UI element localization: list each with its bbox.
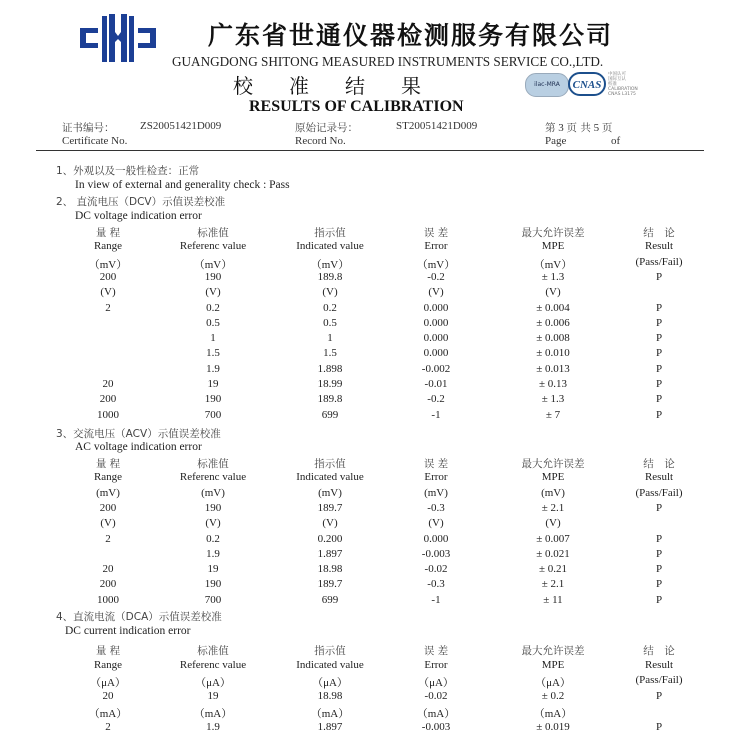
cell-mpe: ± 11	[543, 593, 563, 606]
cell-indicated-value: 18.98	[317, 563, 343, 576]
cell-result: P	[655, 301, 663, 314]
cell-indicated-value: 1	[327, 332, 333, 345]
cell-range: （mV）	[88, 258, 128, 271]
section4-title-en: DC current indication error	[65, 625, 191, 637]
cell-result: P	[655, 347, 663, 360]
cell-result: P	[655, 563, 663, 576]
certificate-number: ZS20051421D009	[140, 120, 222, 132]
cell-mpe: （mA）	[533, 708, 573, 721]
cell-mpe: ± 0.021	[536, 547, 570, 560]
cell-range: 20	[102, 689, 114, 702]
column-header-en-range: Range	[93, 658, 123, 671]
cell-mpe: ± 0.007	[536, 532, 570, 545]
cell-reference-value: 190	[204, 501, 222, 514]
cnas-side-line: 校准	[608, 82, 617, 87]
cell-reference-value: （mA）	[193, 708, 233, 721]
cell-result: P	[655, 270, 663, 283]
title-char: 结	[345, 74, 365, 98]
cell-indicated-value: (mV)	[318, 486, 342, 499]
page-prefix: 第	[545, 122, 556, 134]
cell-mpe: ± 0.019	[536, 721, 570, 733]
cell-mpe: (mV)	[541, 486, 565, 499]
cell-indicated-value: （mV）	[310, 258, 350, 271]
company-logo-icon	[78, 10, 158, 66]
cell-reference-value: 0.2	[206, 301, 220, 314]
document-title-cn	[233, 70, 457, 99]
company-name-cn: 广东省世通仪器检测服务有限公司	[208, 21, 614, 50]
cell-indicated-value: 0.2	[323, 301, 337, 314]
cell-mpe: (V)	[545, 517, 561, 530]
cell-range: （mA）	[88, 708, 128, 721]
cell-indicated-value: 1.5	[323, 347, 337, 360]
column-header-en-reference-value: Referenc value	[179, 658, 247, 671]
cnas-side-line: 国际互认	[608, 77, 626, 82]
column-header-en-range: Range	[93, 240, 123, 253]
cell-indicated-value: (V)	[322, 517, 338, 530]
cell-range: 200	[99, 501, 117, 514]
cell-reference-value: 1.9	[206, 721, 220, 733]
column-header-en-result: Result	[644, 658, 674, 671]
record-label-cn: 原始记录号：	[295, 122, 358, 134]
cell-mpe: ± 1.3	[541, 270, 565, 283]
page-current: 3	[558, 122, 564, 134]
column-header-cn-indicated-value: 指示值	[314, 458, 346, 470]
cell-mpe: ± 0.21	[538, 563, 568, 576]
cert-label-en: Certificate No.	[62, 135, 128, 147]
section1-title-cn: 1、外观以及一般性检查：正常	[56, 165, 200, 177]
cell-mpe: ± 1.3	[541, 393, 565, 406]
page-label-en: Page	[545, 135, 567, 147]
cell-indicated-value: 18.99	[317, 378, 343, 390]
cnas-side-line: CNAS L3175	[608, 92, 636, 97]
cnas-badge: CNAS	[568, 72, 606, 96]
column-header-cn-reference-value: 标准值	[197, 458, 229, 470]
cell-indicated-value: 0.5	[323, 316, 337, 329]
cell-mpe: ± 0.2	[541, 689, 565, 702]
cell-indicated-value: （mA）	[310, 708, 350, 721]
cell-indicated-value: (V)	[322, 286, 338, 299]
cnas-side-text	[608, 72, 638, 97]
ilac-mra-badge: ilac-MRA	[525, 73, 569, 97]
cell-error: -1	[431, 408, 441, 421]
cell-indicated-value: 699	[321, 408, 339, 421]
page-total: 5	[593, 122, 600, 134]
cell-error: （mV）	[416, 258, 456, 271]
cell-mpe: ± 0.013	[536, 362, 570, 375]
cell-indicated-value: 1.898	[317, 362, 343, 375]
cell-range: 1000	[97, 408, 119, 421]
column-header-en-reference-value: Referenc value	[179, 471, 247, 484]
cell-reference-value: 190	[204, 578, 222, 591]
cell-mpe: ± 0.13	[538, 378, 568, 390]
cell-error: 0.000	[423, 347, 449, 360]
cell-range: 200	[99, 393, 117, 406]
column-header-en-range: Range	[93, 471, 123, 484]
cell-mpe: ± 7	[545, 408, 561, 421]
cell-result: P	[655, 408, 663, 421]
cell-indicated-value: 189.8	[317, 270, 343, 283]
cell-result: P	[655, 393, 663, 406]
cell-mpe: ± 0.010	[536, 347, 570, 360]
cell-reference-value: 1.9	[206, 547, 220, 560]
cell-error: (V)	[428, 286, 444, 299]
cell-mpe: ± 2.1	[541, 501, 565, 514]
cell-range: 200	[99, 578, 117, 591]
section2-title-cn: 2、 直流电压（DCV）示值误差校准	[56, 196, 226, 208]
section1-title-en: In view of external and generality check : Pass	[75, 179, 290, 191]
column-header-cn-mpe: 最大允许误差	[521, 645, 585, 657]
cell-mpe: ± 0.008	[536, 332, 570, 345]
column-header-cn-reference-value: 标准值	[197, 645, 229, 657]
page-suffix: 页	[601, 122, 613, 134]
cell-reference-value: 1.9	[206, 362, 220, 375]
title-char: 准	[289, 74, 309, 98]
cnas-side-line: 中国认可	[608, 72, 626, 77]
cell-result: P	[655, 332, 663, 345]
cell-range: 20	[102, 378, 114, 390]
cell-reference-value: (V)	[205, 517, 221, 530]
cell-error: -0.3	[427, 578, 445, 591]
cell-reference-value: （μA）	[195, 677, 231, 690]
cell-error: (V)	[428, 517, 444, 530]
column-header-cn-result: 结 论	[643, 458, 675, 470]
cell-error: -0.002	[421, 362, 451, 375]
cell-indicated-value: 189.7	[317, 578, 343, 591]
cell-error: (mV)	[424, 486, 448, 499]
cell-reference-value: 0.5	[206, 316, 220, 329]
column-header-en-error: Error	[424, 658, 448, 671]
cell-result: P	[655, 689, 663, 702]
cell-reference-value: 190	[204, 270, 222, 283]
column-header-cn-error: 误 差	[423, 645, 449, 657]
cell-range: 2	[105, 301, 111, 314]
cell-error: -0.2	[427, 393, 445, 406]
title-char: 校	[233, 74, 253, 98]
cell-result: (Pass/Fail)	[635, 674, 683, 687]
cell-indicated-value: 0.200	[317, 532, 343, 545]
cell-reference-value: (V)	[205, 286, 221, 299]
cell-error: 0.000	[423, 301, 449, 314]
cell-mpe: ± 2.1	[541, 578, 565, 591]
cell-range: 1000	[97, 593, 119, 606]
cell-result: P	[655, 532, 663, 545]
cell-range: 2	[105, 532, 111, 545]
section4-title-cn: 4、直流电流（DCA）示值误差校准	[56, 611, 222, 623]
column-header-en-mpe: MPE	[541, 658, 565, 671]
cell-range: 2	[105, 721, 111, 733]
column-header-en-indicated-value: Indicated value	[296, 471, 364, 484]
cell-result: P	[655, 316, 663, 329]
column-header-en-reference-value: Referenc value	[179, 240, 247, 253]
cell-indicated-value: （μA）	[312, 677, 348, 690]
document-title-en: RESULTS OF CALIBRATION	[249, 98, 464, 115]
cell-reference-value: (mV)	[201, 486, 225, 499]
column-header-cn-result: 结 论	[643, 227, 675, 239]
column-header-en-indicated-value: Indicated value	[296, 658, 364, 671]
column-header-cn-reference-value: 标准值	[197, 227, 229, 239]
column-header-cn-range: 量 程	[95, 227, 121, 239]
column-header-cn-range: 量 程	[95, 645, 121, 657]
cell-reference-value: （mV）	[193, 258, 233, 271]
cell-error: 0.000	[423, 316, 449, 329]
cell-result: P	[655, 578, 663, 591]
column-header-en-result: Result	[644, 240, 674, 253]
cell-mpe: ± 0.006	[536, 316, 570, 329]
cell-mpe: （μA）	[535, 677, 571, 690]
column-header-cn-error: 误 差	[423, 458, 449, 470]
column-header-cn-result: 结 论	[643, 645, 675, 657]
section2-title-en: DC voltage indication error	[75, 210, 202, 222]
cell-error: -1	[431, 593, 441, 606]
page-mid: 页 共	[566, 122, 591, 134]
cert-label-cn: 证书编号：	[62, 122, 115, 134]
cell-reference-value: 19	[207, 563, 219, 576]
cell-result: P	[655, 721, 663, 733]
cell-error: -0.02	[424, 689, 448, 702]
cell-indicated-value: 18.98	[317, 689, 343, 702]
cell-reference-value: 19	[207, 689, 219, 702]
cell-indicated-value: 1.897	[317, 547, 343, 560]
column-header-cn-mpe: 最大允许误差	[521, 227, 585, 239]
section3-title-en: AC voltage indication error	[75, 441, 202, 453]
cell-error: 0.000	[423, 532, 449, 545]
cell-reference-value: 0.2	[206, 532, 220, 545]
cell-range: (mV)	[96, 486, 120, 499]
cell-result: (Pass/Fail)	[635, 255, 683, 268]
cell-range: (V)	[100, 286, 116, 299]
cnas-side-line: CALIBRATION	[608, 87, 638, 92]
section3-title-cn: 3、交流电压（ACV）示值误差校准	[56, 428, 221, 440]
column-header-en-indicated-value: Indicated value	[296, 240, 364, 253]
column-header-cn-range: 量 程	[95, 458, 121, 470]
cell-error: （μA）	[418, 677, 454, 690]
of-label-en: of	[611, 135, 621, 147]
cell-range: 200	[99, 270, 117, 283]
cell-indicated-value: 1.897	[317, 721, 343, 733]
cell-error: -0.3	[427, 501, 445, 514]
title-char: 果	[401, 74, 421, 98]
column-header-en-mpe: MPE	[541, 240, 565, 253]
cell-reference-value: 700	[204, 593, 222, 606]
cell-result: P	[655, 547, 663, 560]
cell-reference-value: 1	[210, 332, 216, 345]
cell-range: (V)	[100, 517, 116, 530]
record-label-en: Record No.	[295, 135, 346, 147]
cell-result: P	[655, 501, 663, 514]
cell-error: -0.01	[424, 378, 448, 390]
cell-indicated-value: 189.8	[317, 393, 343, 406]
cell-mpe: （mV）	[533, 258, 573, 271]
cell-result: P	[655, 362, 663, 375]
column-header-cn-error: 误 差	[423, 227, 449, 239]
cell-error: 0.000	[423, 332, 449, 345]
page-indicator	[545, 120, 612, 135]
column-header-cn-indicated-value: 指示值	[314, 645, 346, 657]
cell-error: -0.02	[424, 563, 448, 576]
cell-mpe: (V)	[545, 286, 561, 299]
cell-range: （μA）	[90, 677, 126, 690]
cell-error: -0.003	[421, 547, 451, 560]
column-header-cn-mpe: 最大允许误差	[521, 458, 585, 470]
cell-indicated-value: 699	[321, 593, 339, 606]
cell-reference-value: 700	[204, 408, 222, 421]
cell-error: -0.003	[421, 721, 451, 733]
record-number: ST20051421D009	[396, 120, 478, 132]
column-header-en-mpe: MPE	[541, 471, 565, 484]
header-divider	[36, 150, 704, 151]
cell-reference-value: 19	[207, 378, 219, 390]
cell-result: P	[655, 378, 663, 390]
cell-range: 20	[102, 563, 114, 576]
cell-error: -0.2	[427, 270, 445, 283]
column-header-en-error: Error	[424, 240, 448, 253]
cell-result: P	[655, 593, 663, 606]
cell-indicated-value: 189.7	[317, 501, 343, 514]
column-header-en-result: Result	[644, 471, 674, 484]
cell-result: (Pass/Fail)	[635, 486, 683, 499]
cell-error: （mA）	[416, 708, 456, 721]
column-header-en-error: Error	[424, 471, 448, 484]
column-header-cn-indicated-value: 指示值	[314, 227, 346, 239]
cell-mpe: ± 0.004	[536, 301, 570, 314]
cell-reference-value: 1.5	[206, 347, 220, 360]
company-name-en: GUANGDONG SHITONG MEASURED INSTRUMENTS SERVICE CO.,LTD.	[172, 54, 604, 69]
cell-reference-value: 190	[204, 393, 222, 406]
